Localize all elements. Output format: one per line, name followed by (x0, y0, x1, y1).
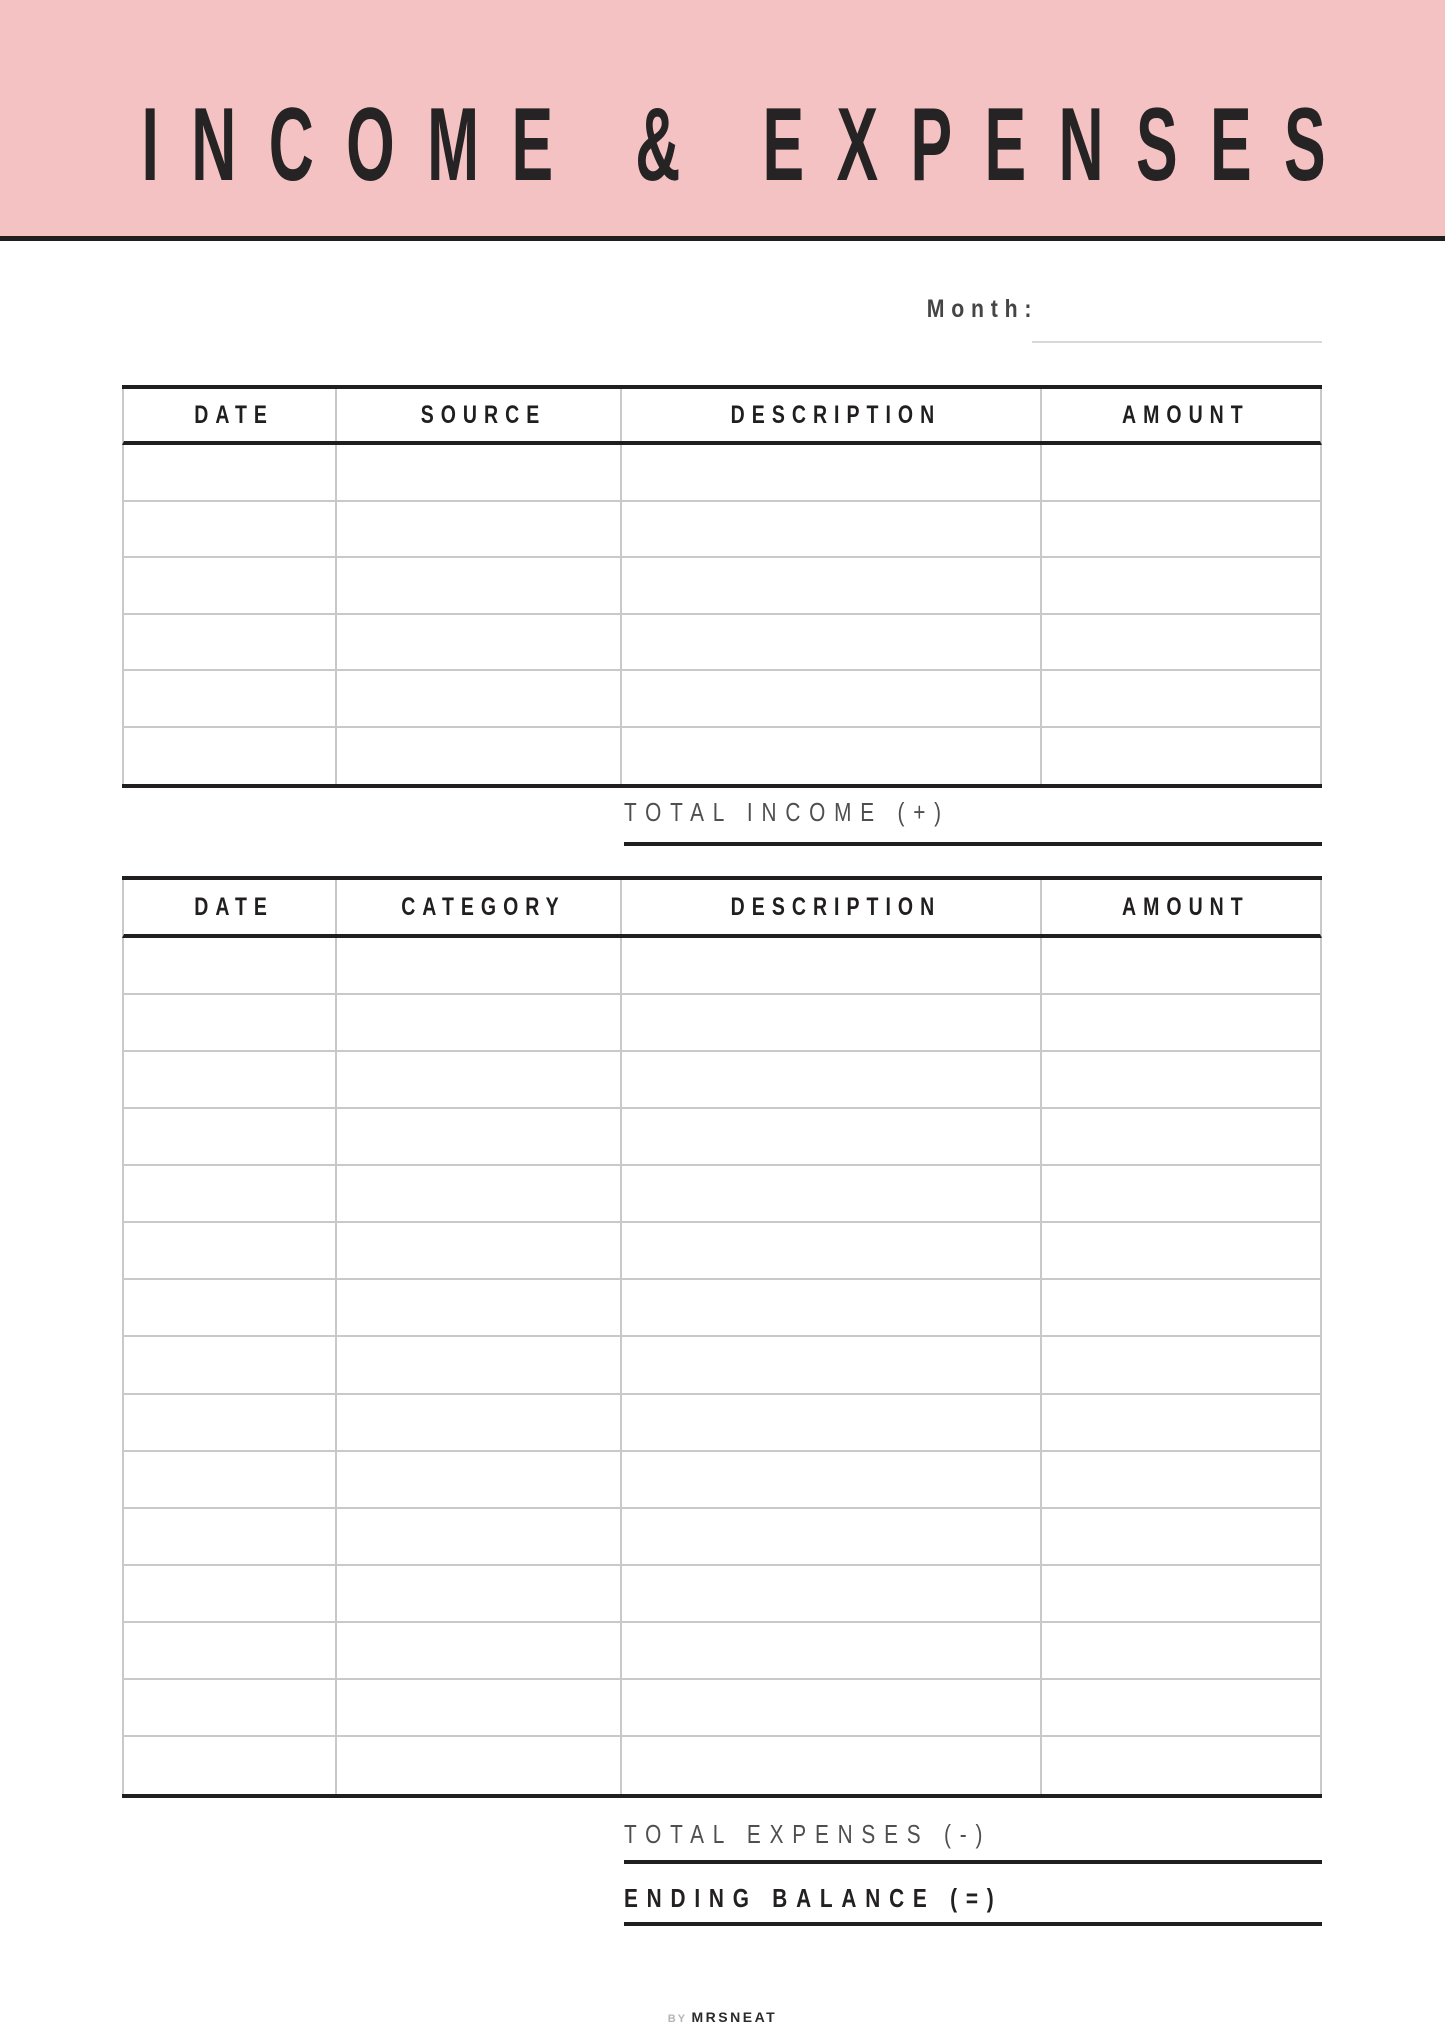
table-row (122, 1509, 1322, 1566)
table-row (122, 1623, 1322, 1680)
table-cell-amount[interactable] (1042, 1452, 1320, 1507)
table-cell-amount[interactable] (1042, 728, 1320, 785)
table-cell-date[interactable] (124, 558, 337, 613)
expenses-table-body (122, 938, 1322, 1798)
ending-balance-label: ENDING BALANCE (=) (624, 1883, 1003, 1913)
table-cell-description[interactable] (622, 728, 1042, 785)
table-cell-description[interactable] (622, 1395, 1042, 1450)
table-cell-amount[interactable] (1042, 1737, 1320, 1794)
table-row (122, 1166, 1322, 1223)
table-cell-date[interactable] (124, 938, 337, 993)
table-cell-date[interactable] (124, 1680, 337, 1735)
table-cell-description[interactable] (622, 1166, 1042, 1221)
table-cell-category[interactable] (337, 1166, 622, 1221)
table-cell-date[interactable] (124, 1566, 337, 1621)
table-row (122, 728, 1322, 785)
table-cell-description[interactable] (622, 995, 1042, 1050)
table-cell-category[interactable] (337, 1109, 622, 1164)
table-cell-source[interactable] (337, 445, 622, 500)
total-expenses-label: TOTAL EXPENSES (-) (624, 1819, 992, 1849)
table-cell-description[interactable] (622, 1509, 1042, 1564)
table-cell-date[interactable] (124, 1737, 337, 1794)
table-cell-date[interactable] (124, 1337, 337, 1392)
page-title: INCOME & EXPENSES (141, 87, 1358, 203)
table-cell-amount[interactable] (1042, 995, 1320, 1050)
total-expenses-row (624, 1820, 1322, 1864)
table-cell-description[interactable] (622, 1109, 1042, 1164)
column-header-date: DATE (124, 880, 337, 934)
table-cell-amount[interactable] (1042, 1509, 1320, 1564)
table-cell-date[interactable] (124, 728, 337, 785)
table-cell-source[interactable] (337, 502, 622, 557)
table-row (122, 1566, 1322, 1623)
table-cell-category[interactable] (337, 995, 622, 1050)
table-cell-amount[interactable] (1042, 671, 1320, 726)
table-row (122, 1337, 1322, 1394)
ending-balance-row (624, 1884, 1322, 1926)
footer-by-label: BY (667, 2013, 688, 2025)
table-cell-date[interactable] (124, 1223, 337, 1278)
table-row (122, 938, 1322, 995)
column-header-amount: AMOUNT (1121, 892, 1250, 921)
footer-brand-label: MRSNEAT (691, 2009, 778, 2025)
total-income-value-space[interactable] (1031, 798, 1322, 842)
table-cell-source[interactable] (337, 671, 622, 726)
table-row (122, 995, 1322, 1052)
table-cell-amount[interactable] (1042, 1280, 1320, 1335)
table-cell-category[interactable] (337, 1223, 622, 1278)
table-cell-amount[interactable] (1042, 615, 1320, 670)
table-row (122, 1280, 1322, 1337)
table-cell-description[interactable] (622, 1680, 1042, 1735)
table-row (122, 1109, 1322, 1166)
table-cell-description[interactable] (622, 1337, 1042, 1392)
table-cell-category[interactable] (337, 1337, 622, 1392)
column-header-description: DESCRIPTION (622, 880, 1042, 934)
table-cell-category[interactable] (337, 1566, 622, 1621)
table-cell-description[interactable] (622, 1223, 1042, 1278)
table-row (122, 1452, 1322, 1509)
table-cell-description[interactable] (622, 1052, 1042, 1107)
table-cell-description[interactable] (622, 445, 1042, 500)
table-cell-amount[interactable] (1042, 558, 1320, 613)
table-cell-date[interactable] (124, 445, 337, 500)
table-cell-amount[interactable] (1042, 1566, 1320, 1621)
table-row (122, 615, 1322, 672)
table-cell-amount[interactable] (1042, 1680, 1320, 1735)
table-cell-amount[interactable] (1042, 1337, 1320, 1392)
column-header-amount: AMOUNT (1121, 400, 1250, 429)
table-cell-amount[interactable] (1042, 1109, 1320, 1164)
total-income-row (624, 798, 1322, 846)
table-cell-amount[interactable] (1042, 1395, 1320, 1450)
table-cell-date[interactable] (124, 1052, 337, 1107)
table-cell-category[interactable] (337, 1509, 622, 1564)
header-band (0, 0, 1445, 236)
footer (0, 2010, 1445, 2026)
table-cell-amount[interactable] (1042, 1166, 1320, 1221)
expenses-table (122, 876, 1322, 1798)
month-label: Month: (926, 295, 1038, 323)
table-row (122, 445, 1322, 502)
table-cell-category[interactable] (337, 1737, 622, 1794)
table-cell-category[interactable] (337, 1052, 622, 1107)
total-income-label: TOTAL INCOME (+) (624, 797, 950, 827)
table-cell-date[interactable] (124, 615, 337, 670)
table-cell-description[interactable] (622, 1280, 1042, 1335)
income-table-body (122, 445, 1322, 788)
table-cell-date[interactable] (124, 1395, 337, 1450)
table-cell-category[interactable] (337, 1623, 622, 1678)
table-cell-description[interactable] (622, 938, 1042, 993)
table-cell-date[interactable] (124, 1452, 337, 1507)
table-row (122, 1395, 1322, 1452)
table-cell-description[interactable] (622, 615, 1042, 670)
table-cell-date[interactable] (124, 1109, 337, 1164)
table-cell-description[interactable] (622, 1737, 1042, 1794)
table-cell-description[interactable] (622, 558, 1042, 613)
income-table-header-row (122, 389, 1322, 445)
table-row (122, 1052, 1322, 1109)
month-input-line[interactable] (1032, 341, 1322, 343)
table-row (122, 1223, 1322, 1280)
table-cell-date[interactable] (124, 671, 337, 726)
table-cell-amount[interactable] (1042, 1223, 1320, 1278)
table-cell-source[interactable] (337, 728, 622, 785)
table-row (122, 1680, 1322, 1737)
table-cell-date[interactable] (124, 1166, 337, 1221)
table-cell-source[interactable] (337, 615, 622, 670)
ending-balance-value-space[interactable] (1097, 1884, 1322, 1922)
table-cell-description[interactable] (622, 1452, 1042, 1507)
table-cell-amount[interactable] (1042, 938, 1320, 993)
table-cell-source[interactable] (337, 558, 622, 613)
table-row (122, 1737, 1322, 1794)
total-expenses-value-space[interactable] (1083, 1820, 1322, 1860)
table-cell-date[interactable] (124, 1280, 337, 1335)
table-cell-amount[interactable] (1042, 445, 1320, 500)
table-cell-date[interactable] (124, 1623, 337, 1678)
table-cell-amount[interactable] (1042, 502, 1320, 557)
column-header-source: SOURCE (337, 389, 622, 441)
column-header-category: CATEGORY (337, 880, 622, 934)
column-header-date: DATE (124, 389, 337, 441)
table-cell-description[interactable] (622, 502, 1042, 557)
table-row (122, 558, 1322, 615)
table-row (122, 671, 1322, 728)
table-cell-description[interactable] (622, 1566, 1042, 1621)
table-cell-amount[interactable] (1042, 1052, 1320, 1107)
table-row (122, 502, 1322, 559)
income-table (122, 385, 1322, 788)
table-cell-category[interactable] (337, 1680, 622, 1735)
table-cell-date[interactable] (124, 1509, 337, 1564)
table-cell-date[interactable] (124, 502, 337, 557)
column-header-description: DESCRIPTION (622, 389, 1042, 441)
table-cell-category[interactable] (337, 938, 622, 993)
table-cell-amount[interactable] (1042, 1623, 1320, 1678)
table-cell-category[interactable] (337, 1280, 622, 1335)
table-cell-description[interactable] (622, 671, 1042, 726)
table-cell-description[interactable] (622, 1623, 1042, 1678)
header-rule (0, 236, 1445, 241)
expenses-table-header-row (122, 880, 1322, 938)
table-cell-category[interactable] (337, 1452, 622, 1507)
table-cell-date[interactable] (124, 995, 337, 1050)
table-cell-category[interactable] (337, 1395, 622, 1450)
